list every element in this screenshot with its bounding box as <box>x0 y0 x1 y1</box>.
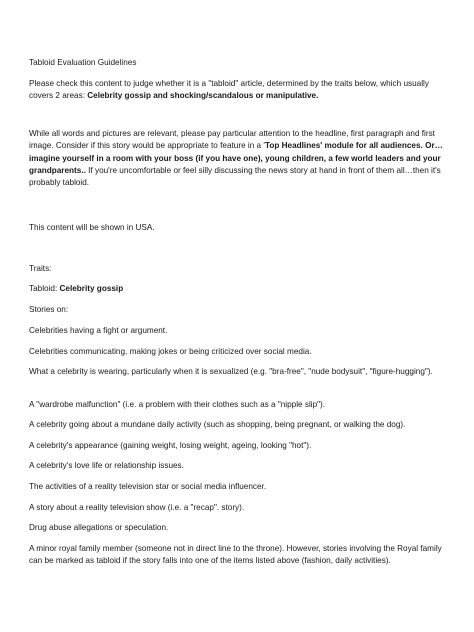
list-item: A story about a reality television show (i.e. a "recap". story). <box>29 503 245 512</box>
list-item: A celebrity going about a mundane daily activity (such as shopping, being pregnant, or walking the dog). <box>29 420 406 429</box>
list-item: The activities of a reality television star or social media influencer. <box>29 482 267 491</box>
attention-text-2: If you're uncomfortable or feel silly discussing the news story at hand in front of them all…then it's probably tabloid. <box>29 165 441 188</box>
tabloid-category-line <box>29 283 449 295</box>
intro-paragraph <box>29 78 449 103</box>
list-item: A "wardrobe malfunction" (i.e. a problem with their clothes such as a "nipple slip"). <box>29 400 326 409</box>
attention-paragraph <box>29 128 449 189</box>
region-note: This content will be shown in USA. <box>29 223 155 232</box>
intro-text: Please check this content to judge whether it is a "tabloid" article, determined by the traits below, which usually covers 2 areas: <box>29 79 429 101</box>
list-item: A celebrity's appearance (gaining weight, losing weight, ageing, looking "hot"). <box>29 441 312 450</box>
list-item: What a celebrity is wearing, particularly when it is sexualized (e.g. "bra-free", "nude bodysuit", "figure-hugging"). <box>29 367 433 376</box>
list-item: Celebrities having a fight or argument. <box>29 326 168 335</box>
stories-on-label: Stories on: <box>29 305 69 314</box>
intro-bold: Celebrity gossip and shocking/scandalous or manipulative. <box>87 91 319 101</box>
list-item: Celebrities communicating, making jokes or being criticized over social media. <box>29 347 312 356</box>
list-item: A minor royal family member (someone not in direct line to the throne). However, stories involving the Royal family can be marked as tabloid if the story falls into one of the items listed above (fashion, daily activities). <box>29 544 442 566</box>
list-item: A celebrity's love life or relationship issues. <box>29 461 184 470</box>
tabloid-label: Tabloid: <box>29 284 60 293</box>
attention-text-1: While all words and pictures are relevant, please pay particular attention to the headline, first paragraph and first image. Consider if this story would be appropriate to feature in a ' <box>29 129 435 151</box>
attention-bold: Top Headlines' module for all audiences. Or…imagine yourself in a room with your boss (if you have one), young children, a few world leaders and your grandparents.. <box>29 141 443 175</box>
tabloid-category: Celebrity gossip <box>59 284 124 293</box>
document-title: Tabloid Evaluation Guidelines <box>29 58 137 67</box>
traits-heading: Traits: <box>29 264 52 273</box>
list-item: Drug abuse allegations or speculation. <box>29 523 169 532</box>
